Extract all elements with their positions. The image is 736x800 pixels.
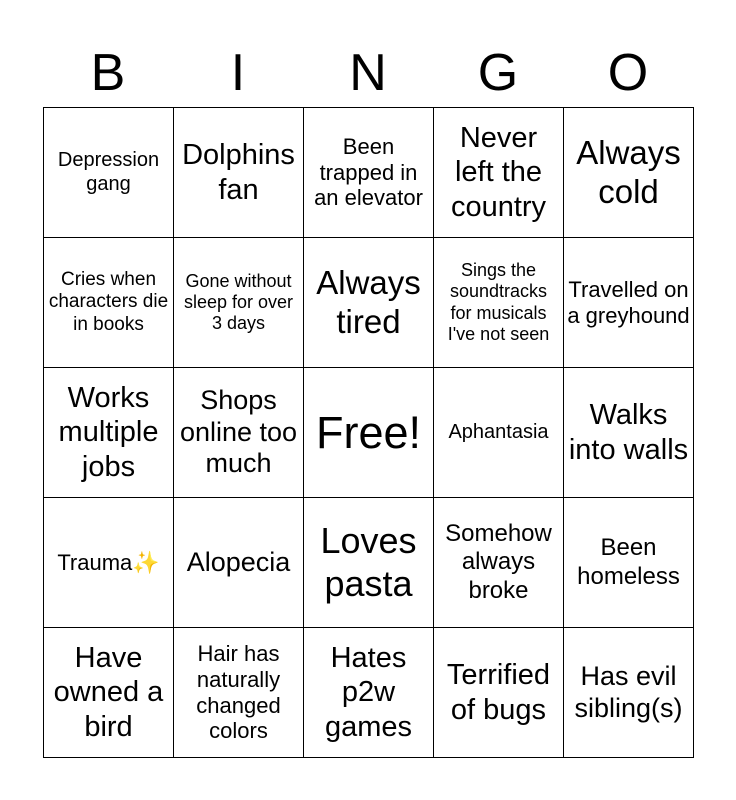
bingo-cell[interactable]: Loves pasta	[304, 498, 434, 628]
bingo-grid	[43, 107, 694, 758]
header-letter-n: N	[349, 44, 387, 102]
grid-row-5	[44, 628, 694, 758]
free-space-cell[interactable]: Free!	[304, 368, 434, 498]
bingo-cell[interactable]: Shops online too much	[174, 368, 304, 498]
bingo-cell[interactable]: Walks into walls	[564, 368, 694, 498]
bingo-cell[interactable]: Always tired	[304, 238, 434, 368]
bingo-cell[interactable]: Never left the country	[434, 108, 564, 238]
bingo-cell[interactable]: Have owned a bird	[44, 628, 174, 758]
bingo-cell[interactable]: Alopecia	[174, 498, 304, 628]
header-letter-o: O	[607, 44, 649, 102]
bingo-cell[interactable]: Been homeless	[564, 498, 694, 628]
grid-row-1	[44, 108, 694, 238]
bingo-cell[interactable]: Gone without sleep for over 3 days	[174, 238, 304, 368]
grid-row-4	[44, 498, 694, 628]
header-letter-i: I	[230, 44, 246, 102]
header-letter-b: B	[90, 44, 126, 102]
header-letter-g: G	[477, 44, 519, 102]
bingo-cell[interactable]: Depression gang	[44, 108, 174, 238]
bingo-cell[interactable]: Hates p2w games	[304, 628, 434, 758]
bingo-cell[interactable]: Works multiple jobs	[44, 368, 174, 498]
bingo-cell[interactable]: Travelled on a greyhound	[564, 238, 694, 368]
bingo-cell[interactable]: Somehow always broke	[434, 498, 564, 628]
bingo-cell[interactable]: Cries when characters die in books	[44, 238, 174, 368]
bingo-cell[interactable]: Hair has naturally changed colors	[174, 628, 304, 758]
bingo-cell[interactable]: Been trapped in an elevator	[304, 108, 434, 238]
bingo-cell[interactable]: Sings the soundtracks for musicals I've not seen	[434, 238, 564, 368]
bingo-cell[interactable]: Always cold	[564, 108, 694, 238]
bingo-cell[interactable]: Trauma✨	[44, 498, 174, 628]
bingo-header	[43, 38, 693, 108]
bingo-cell[interactable]: Has evil sibling(s)	[564, 628, 694, 758]
grid-row-2	[44, 238, 694, 368]
bingo-cell[interactable]: Terrified of bugs	[434, 628, 564, 758]
grid-row-3	[44, 368, 694, 498]
bingo-cell[interactable]: Dolphins fan	[174, 108, 304, 238]
bingo-cell[interactable]: Aphantasia	[434, 368, 564, 498]
